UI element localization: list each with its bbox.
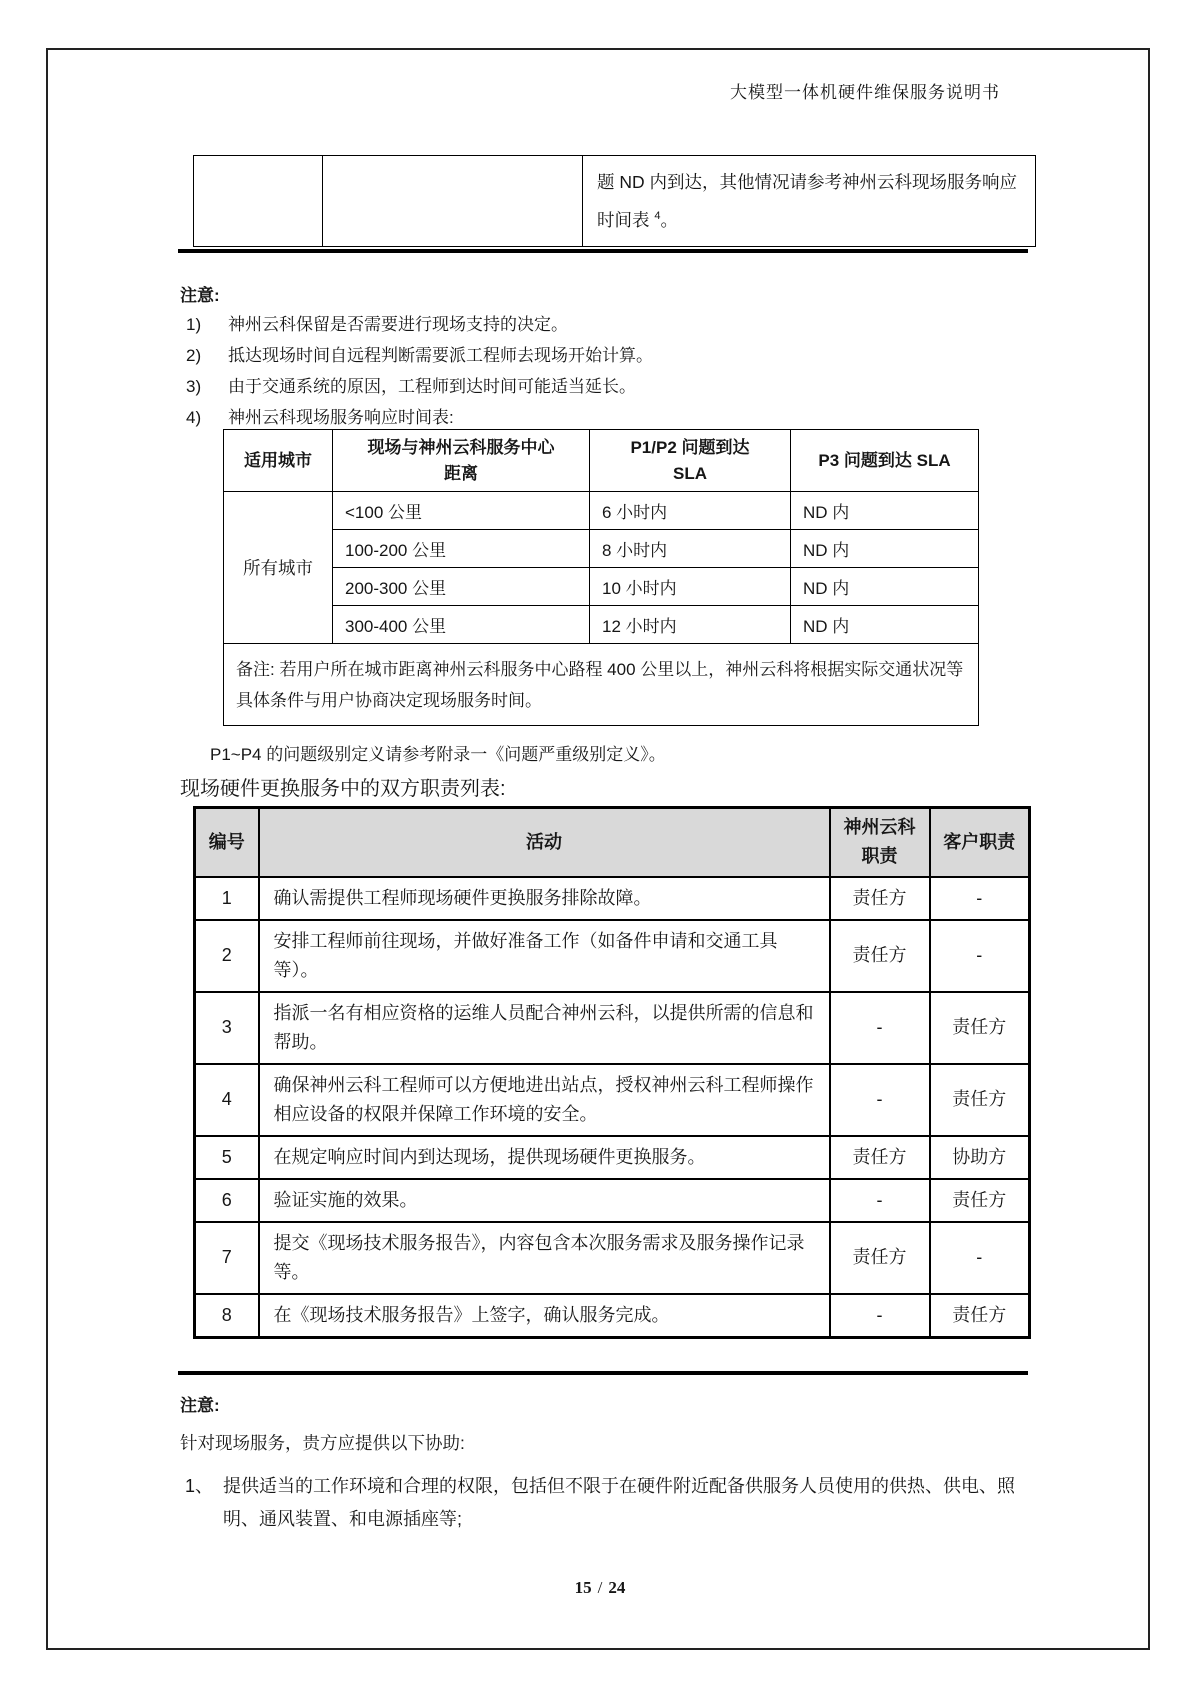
- table-row: [195, 920, 1030, 992]
- resp-header-vendor-line1: 神州云科: [843, 817, 916, 838]
- table-row: [224, 606, 979, 644]
- sla-p1p2: 10 小时内: [590, 568, 791, 606]
- sla-remark-cell: 备注: 若用户所在城市距离神州云科服务中心路程 400 公里以上，神州云科将根据实际交通状况等具体条件与用户协商决定现场服务时间。: [224, 644, 979, 726]
- table-row: [195, 877, 1030, 920]
- sla-header-p3: P3 问题到达 SLA: [791, 430, 979, 492]
- resp-vendor: 责任方: [830, 1136, 930, 1179]
- list-item-number: 3): [186, 377, 202, 396]
- resp-vendor: -: [830, 1294, 930, 1338]
- resp-activity: 指派一名有相应资格的运维人员配合神州云科，以提供所需的信息和帮助。: [259, 992, 830, 1064]
- sla-response-table: [223, 429, 979, 726]
- resp-activity: 在《现场技术服务报告》上签字，确认服务完成。: [259, 1294, 830, 1338]
- sla-header-city: 适用城市: [224, 430, 333, 492]
- page-number-footer: [0, 1578, 1200, 1598]
- sla-header-distance-line2: 距离: [444, 463, 478, 483]
- responsibility-table: [193, 806, 1031, 1339]
- continuation-cell-empty-2: [323, 156, 583, 247]
- list-item-text: 由于交通系统的原因，工程师到达时间可能适当延长。: [228, 377, 636, 396]
- document-header-title: 大模型一体机硬件维保服务说明书: [730, 83, 1000, 102]
- resp-no: 7: [195, 1222, 259, 1294]
- sla-city-cell: 所有城市: [224, 492, 333, 644]
- resp-activity: 确保神州云科工程师可以方便地进出站点，授权神州云科工程师操作相应设备的权限并保障工作环境的安全。: [259, 1064, 830, 1136]
- sla-p3: ND 内: [791, 530, 979, 568]
- resp-activity: 安排工程师前往现场，并做好准备工作（如备件申请和交通工具等）。: [259, 920, 830, 992]
- sla-p1p2: 6 小时内: [590, 492, 791, 530]
- resp-header-vendor-line2: 职责: [861, 846, 898, 867]
- notice-label-bottom: 注意:: [180, 1396, 220, 1415]
- continuation-cell-text: [583, 156, 1036, 247]
- list-item-text: 抵达现场时间自远程判断需要派工程师去现场开始计算。: [228, 346, 653, 365]
- table-row: [195, 1136, 1030, 1179]
- list-item: [185, 1470, 1017, 1536]
- table-row: [195, 1294, 1030, 1338]
- section-divider-rule: [178, 1371, 1028, 1375]
- list-item-text: 神州云科现场服务响应时间表:: [228, 408, 454, 427]
- sla-header-p1p2-line2: SLA: [673, 463, 707, 483]
- total-page-count: 24: [608, 1578, 626, 1597]
- sla-p3: ND 内: [791, 606, 979, 644]
- p-level-definition-note: P1~P4 的问题级别定义请参考附录一《问题严重级别定义》。: [210, 745, 666, 764]
- resp-activity: 提交《现场技术服务报告》，内容包含本次服务需求及服务操作记录等。: [259, 1222, 830, 1294]
- sla-header-p1p2: [590, 430, 791, 492]
- resp-customer: -: [930, 920, 1030, 992]
- page-number-separator: /: [597, 1578, 603, 1597]
- sla-p1p2: 8 小时内: [590, 530, 791, 568]
- resp-vendor: 责任方: [830, 877, 930, 920]
- list-item-number: 1): [186, 315, 202, 334]
- list-item-text: 神州云科保留是否需要进行现场支持的决定。: [228, 315, 568, 334]
- notes-bottom-intro: 针对现场服务，贵方应提供以下协助:: [180, 1433, 465, 1453]
- sla-p3: ND 内: [791, 568, 979, 606]
- list-item: [186, 314, 653, 335]
- continuation-text-tail: 。: [660, 209, 678, 230]
- list-item-number: 4): [186, 408, 202, 427]
- resp-no: 6: [195, 1179, 259, 1222]
- resp-no: 3: [195, 992, 259, 1064]
- notice-label-top: 注意:: [180, 286, 220, 305]
- table-header-row: [195, 808, 1030, 877]
- sla-distance: <100 公里: [333, 492, 590, 530]
- sla-p1p2: 12 小时内: [590, 606, 791, 644]
- section-divider-rule: [178, 249, 1028, 253]
- resp-activity: 在规定响应时间内到达现场，提供现场硬件更换服务。: [259, 1136, 830, 1179]
- current-page-number: 15: [574, 1578, 592, 1597]
- continuation-cell-empty-1: [194, 156, 323, 247]
- list-item: [186, 376, 653, 397]
- list-item-text: 提供适当的工作环境和合理的权限，包括但不限于在硬件附近配备供服务人员使用的供热、供电、照明、通风装置、和电源插座等;: [223, 1476, 1015, 1529]
- resp-customer: -: [930, 877, 1030, 920]
- table-row: [194, 156, 1036, 247]
- resp-customer: -: [930, 1222, 1030, 1294]
- footnote-ref: 4: [654, 210, 661, 222]
- list-item-number: 2): [186, 346, 202, 365]
- table-header-row: [224, 430, 979, 492]
- resp-customer: 协助方: [930, 1136, 1030, 1179]
- table-row: [195, 1064, 1030, 1136]
- resp-header-no: 编号: [195, 808, 259, 877]
- sla-header-distance: [333, 430, 590, 492]
- resp-activity: 验证实施的效果。: [259, 1179, 830, 1222]
- sla-header-distance-line1: 现场与神州云科服务中心: [367, 437, 555, 457]
- table-row: [195, 992, 1030, 1064]
- resp-vendor: -: [830, 1179, 930, 1222]
- sla-p3: ND 内: [791, 492, 979, 530]
- sla-distance: 200-300 公里: [333, 568, 590, 606]
- sla-distance: 300-400 公里: [333, 606, 590, 644]
- resp-customer: 责任方: [930, 1064, 1030, 1136]
- resp-no: 2: [195, 920, 259, 992]
- table-row: [224, 568, 979, 606]
- sla-distance: 100-200 公里: [333, 530, 590, 568]
- resp-vendor: -: [830, 992, 930, 1064]
- resp-vendor: 责任方: [830, 920, 930, 992]
- section-title: 现场硬件更换服务中的双方职责列表:: [180, 778, 506, 800]
- resp-activity: 确认需提供工程师现场硬件更换服务排除故障。: [259, 877, 830, 920]
- list-item: [186, 407, 653, 428]
- table-row: [224, 530, 979, 568]
- continuation-table: [193, 155, 1036, 247]
- resp-no: 8: [195, 1294, 259, 1338]
- notes-top-list: [186, 314, 653, 438]
- sla-header-p1p2-line1: P1/P2 问题到达: [630, 437, 750, 457]
- resp-header-activity: 活动: [259, 808, 830, 877]
- table-row: [224, 644, 979, 726]
- resp-no: 5: [195, 1136, 259, 1179]
- list-item-number: 1、: [185, 1476, 214, 1496]
- resp-header-vendor: [830, 808, 930, 877]
- resp-header-customer: 客户职责: [930, 808, 1030, 877]
- table-row: [224, 492, 979, 530]
- resp-no: 4: [195, 1064, 259, 1136]
- resp-customer: 责任方: [930, 992, 1030, 1064]
- table-row: [195, 1222, 1030, 1294]
- resp-vendor: 责任方: [830, 1222, 930, 1294]
- resp-vendor: -: [830, 1064, 930, 1136]
- resp-no: 1: [195, 877, 259, 920]
- table-row: [195, 1179, 1030, 1222]
- continuation-text: 题 ND 内到达，其他情况请参考神州云科现场服务响应时间表: [597, 172, 1017, 230]
- resp-customer: 责任方: [930, 1294, 1030, 1338]
- resp-customer: 责任方: [930, 1179, 1030, 1222]
- list-item: [186, 345, 653, 366]
